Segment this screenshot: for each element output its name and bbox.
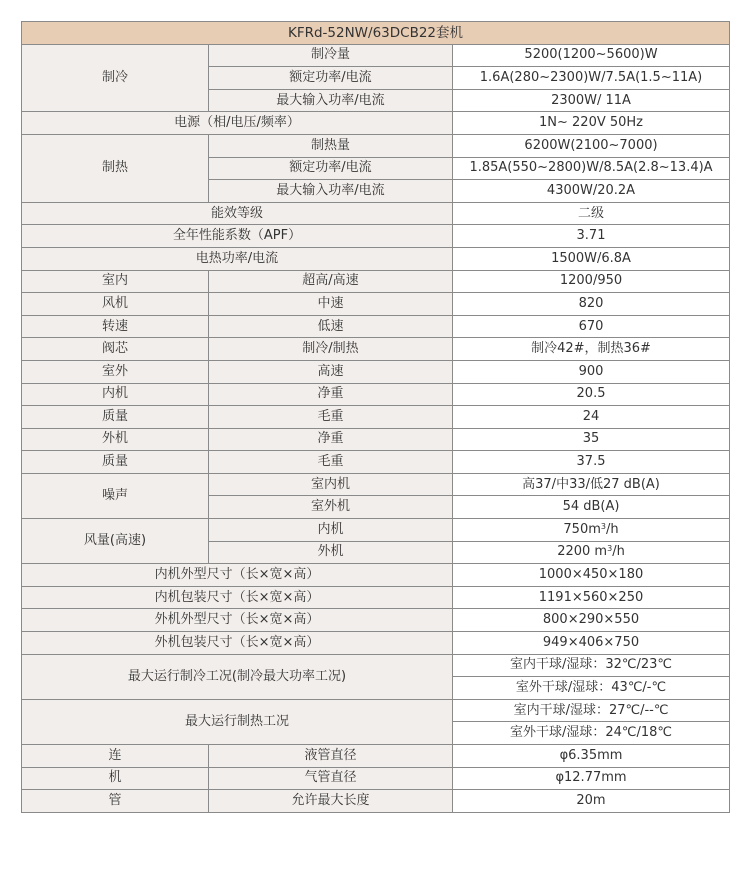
cooling-max-input-value: 2300W/ 11A bbox=[453, 89, 730, 112]
max-cooling-indoor: 室内干球/湿球：32℃/23℃ bbox=[453, 654, 730, 677]
piping-value: 20m bbox=[453, 790, 730, 813]
table-row bbox=[22, 586, 730, 609]
table-row bbox=[22, 225, 730, 248]
table-row bbox=[22, 609, 730, 632]
table-row bbox=[22, 134, 730, 157]
row-value: 900 bbox=[453, 360, 730, 383]
row-value: 35 bbox=[453, 428, 730, 451]
noise-outdoor-value: 54 dB(A) bbox=[453, 496, 730, 519]
row-left-label: 内机 bbox=[22, 383, 209, 406]
table-title: KFRd-52NW/63DCB22套机 bbox=[22, 22, 730, 45]
airflow-outdoor-number: 2200 m bbox=[557, 544, 608, 560]
airflow-label: 风量(高速) bbox=[22, 519, 209, 564]
airflow-indoor-number: 750m bbox=[563, 521, 601, 537]
row-mid-label: 超高/高速 bbox=[209, 270, 453, 293]
noise-outdoor-label: 室外机 bbox=[209, 496, 453, 519]
row-left-label: 室外 bbox=[22, 360, 209, 383]
max-heating-indoor: 室内干球/湿球：27℃/--℃ bbox=[453, 699, 730, 722]
airflow-indoor-unit: /h bbox=[605, 521, 619, 537]
dimension-label: 内机包装尺寸（长×宽×高） bbox=[22, 586, 453, 609]
piping-left-label: 机 bbox=[22, 767, 209, 790]
table-row bbox=[22, 406, 730, 429]
dimension-value: 1000×450×180 bbox=[453, 564, 730, 587]
table-row bbox=[22, 699, 730, 722]
max-heating-label: 最大运行制热工况 bbox=[22, 699, 453, 744]
piping-value: φ6.35mm bbox=[453, 745, 730, 768]
row-value: 820 bbox=[453, 293, 730, 316]
table-row bbox=[22, 473, 730, 496]
row-value: 37.5 bbox=[453, 451, 730, 474]
table-row bbox=[22, 451, 730, 474]
heating-max-input-value: 4300W/20.2A bbox=[453, 180, 730, 203]
row-left-label: 质量 bbox=[22, 406, 209, 429]
row-value: 制冷42#，制热36# bbox=[453, 338, 730, 361]
electric-heat-value: 1500W/6.8A bbox=[453, 247, 730, 270]
cooling-capacity-label: 制冷量 bbox=[209, 44, 453, 67]
row-mid-label: 净重 bbox=[209, 383, 453, 406]
airflow-indoor-value bbox=[453, 519, 730, 542]
apf-value: 3.71 bbox=[453, 225, 730, 248]
row-left-label: 转速 bbox=[22, 315, 209, 338]
max-cooling-label: 最大运行制冷工况(制冷最大功率工况) bbox=[22, 654, 453, 699]
table-row bbox=[22, 44, 730, 67]
row-mid-label: 毛重 bbox=[209, 451, 453, 474]
piping-value: φ12.77mm bbox=[453, 767, 730, 790]
airflow-outdoor-label: 外机 bbox=[209, 541, 453, 564]
table-row bbox=[22, 428, 730, 451]
table-row bbox=[22, 383, 730, 406]
row-left-label: 质量 bbox=[22, 451, 209, 474]
table-row bbox=[22, 632, 730, 655]
dimension-value: 949×406×750 bbox=[453, 632, 730, 655]
table-row bbox=[22, 654, 730, 677]
piping-mid-label: 允许最大长度 bbox=[209, 790, 453, 813]
airflow-indoor-label: 内机 bbox=[209, 519, 453, 542]
apf-label: 全年性能系数（APF） bbox=[22, 225, 453, 248]
row-value: 20.5 bbox=[453, 383, 730, 406]
piping-mid-label: 气管直径 bbox=[209, 767, 453, 790]
piping-left-label: 连 bbox=[22, 745, 209, 768]
row-mid-label: 毛重 bbox=[209, 406, 453, 429]
dimension-value: 1191×560×250 bbox=[453, 586, 730, 609]
row-left-label: 风机 bbox=[22, 293, 209, 316]
row-mid-label: 制冷/制热 bbox=[209, 338, 453, 361]
airflow-indoor-exponent: 3 bbox=[600, 521, 606, 531]
row-left-label: 阀芯 bbox=[22, 338, 209, 361]
table-row bbox=[22, 112, 730, 135]
airflow-outdoor-exponent: 3 bbox=[607, 544, 613, 554]
cooling-rated-value: 1.6A(280~2300)W/7.5A(1.5~11A) bbox=[453, 67, 730, 90]
row-value: 1200/950 bbox=[453, 270, 730, 293]
power-supply-value: 1N~ 220V 50Hz bbox=[453, 112, 730, 135]
table-row bbox=[22, 790, 730, 813]
cooling-rated-label: 额定功率/电流 bbox=[209, 67, 453, 90]
noise-indoor-label: 室内机 bbox=[209, 473, 453, 496]
title-row bbox=[22, 22, 730, 45]
electric-heat-label: 电热功率/电流 bbox=[22, 247, 453, 270]
power-supply-label: 电源（相/电压/频率） bbox=[22, 112, 453, 135]
dimension-label: 外机外型尺寸（长×宽×高） bbox=[22, 609, 453, 632]
airflow-outdoor-unit: /h bbox=[612, 544, 625, 560]
table-row bbox=[22, 519, 730, 542]
row-mid-label: 净重 bbox=[209, 428, 453, 451]
max-heating-outdoor: 室外干球/湿球：24℃/18℃ bbox=[453, 722, 730, 745]
airflow-outdoor-value bbox=[453, 541, 730, 564]
efficiency-grade-label: 能效等级 bbox=[22, 202, 453, 225]
noise-indoor-value: 高37/中33/低27 dB(A) bbox=[453, 473, 730, 496]
efficiency-grade-value: 二级 bbox=[453, 202, 730, 225]
max-cooling-outdoor: 室外干球/湿球：43℃/-℃ bbox=[453, 677, 730, 700]
dimension-value: 800×290×550 bbox=[453, 609, 730, 632]
heating-capacity-value: 6200W(2100~7000) bbox=[453, 134, 730, 157]
cooling-label: 制冷 bbox=[22, 44, 209, 112]
heating-label: 制热 bbox=[22, 134, 209, 202]
table-row bbox=[22, 270, 730, 293]
table-row bbox=[22, 338, 730, 361]
table-row bbox=[22, 360, 730, 383]
row-mid-label: 中速 bbox=[209, 293, 453, 316]
table-row bbox=[22, 315, 730, 338]
piping-left-label: 管 bbox=[22, 790, 209, 813]
heating-rated-value: 1.85A(550~2800)W/8.5A(2.8~13.4)A bbox=[453, 157, 730, 180]
dimension-label: 外机包装尺寸（长×宽×高） bbox=[22, 632, 453, 655]
row-mid-label: 高速 bbox=[209, 360, 453, 383]
table-row bbox=[22, 202, 730, 225]
heating-max-input-label: 最大输入功率/电流 bbox=[209, 180, 453, 203]
dimension-label: 内机外型尺寸（长×宽×高） bbox=[22, 564, 453, 587]
row-value: 24 bbox=[453, 406, 730, 429]
cooling-capacity-value: 5200(1200~5600)W bbox=[453, 44, 730, 67]
row-mid-label: 低速 bbox=[209, 315, 453, 338]
noise-label: 噪声 bbox=[22, 473, 209, 518]
table-row bbox=[22, 564, 730, 587]
heating-capacity-label: 制热量 bbox=[209, 134, 453, 157]
table-row bbox=[22, 767, 730, 790]
row-left-label: 外机 bbox=[22, 428, 209, 451]
row-left-label: 室内 bbox=[22, 270, 209, 293]
table-row bbox=[22, 745, 730, 768]
table-row bbox=[22, 293, 730, 316]
heating-rated-label: 额定功率/电流 bbox=[209, 157, 453, 180]
table-row bbox=[22, 247, 730, 270]
row-value: 670 bbox=[453, 315, 730, 338]
spec-table bbox=[21, 21, 730, 813]
piping-mid-label: 液管直径 bbox=[209, 745, 453, 768]
cooling-max-input-label: 最大输入功率/电流 bbox=[209, 89, 453, 112]
